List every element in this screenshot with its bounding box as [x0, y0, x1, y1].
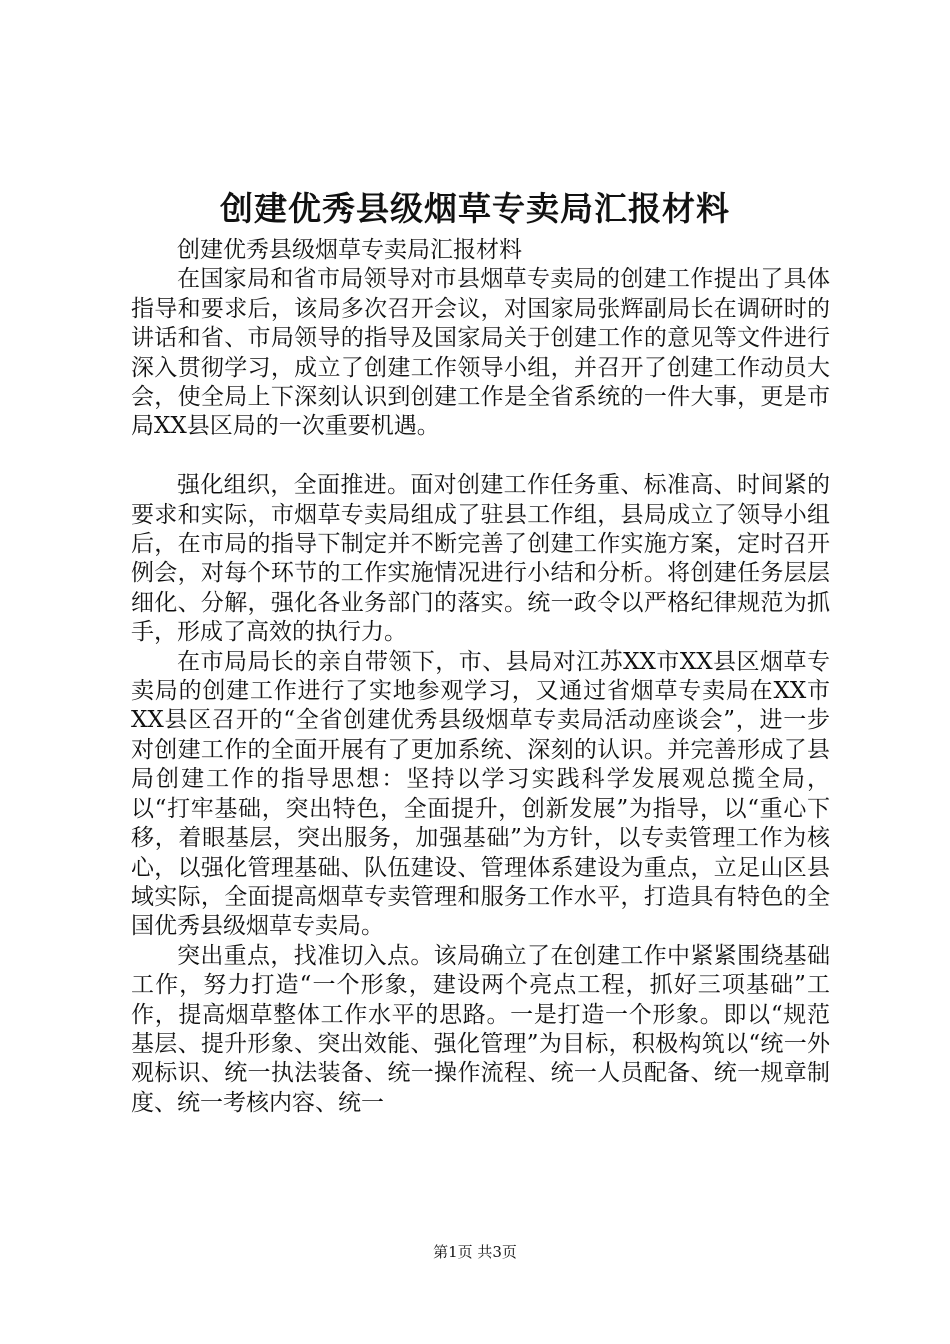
paragraph-study-visit: 在市局局长的亲自带领下，市、县局对江苏XX市XX县区烟草专卖局的创建工作进行了实地参观学习，又通过省烟草专卖局在XX市XX县区召开的“全省创建优秀县级烟草专卖局活动座谈会”，进一步对创建工作的全面开展有了更加系统、深刻的认识。并完善形成了县局创建工作的指导思想：坚持以学习实践科学发展观总揽全局，以“打牢基础，突出特色，全面提升，创新发展”为指导，以“重心下移，着眼基层，突出服务，加强基础”为方针，以专卖管理工作为核心，以强化管理基础、队伍建设、管理体系建设为重点，立足山区县域实际，全面提高烟草专卖管理和服务工作水平，打造具有特色的全国优秀县级烟草专卖局。 [131, 648, 830, 940]
paragraph-organization: 强化组织，全面推进。面对创建工作任务重、标准高、时间紧的要求和实际，市烟草专卖局组成了驻县工作组，县局成立了领导小组后，在市局的指导下制定并不断完善了创建工作实施方案，定时召开例会，对每个环节的工作实施情况进行小结和分析。将创建任务层层细化、分解，强化各业务部门的落实。统一政令以严格纪律规范为抓手，形成了高效的执行力。 [131, 472, 830, 646]
document-subtitle: 创建优秀县级烟草专卖局汇报材料 [177, 237, 522, 263]
paragraph-intro: 在国家局和省市局领导对市县烟草专卖局的创建工作提出了具体指导和要求后，该局多次召开会议，对国家局张辉副局长在调研时的讲话和省、市局领导的指导及国家局关于创建工作的意见等文件进行深入贯彻学习，成立了创建工作领导小组，并召开了创建工作动员大会，使全局上下深刻认识到创建工作是全省系统的一件大事，更是市局XX县区局的一次重要机遇。 [131, 266, 830, 440]
document-title: 创建优秀县级烟草专卖局汇报材料 [220, 189, 730, 228]
document-body [131, 236, 830, 1118]
page-footer: 第1页 共3页 [433, 1243, 517, 1261]
paragraph-spacer [131, 442, 830, 471]
paragraph-key-points: 突出重点，找准切入点。该局确立了在创建工作中紧紧围绕基础工作，努力打造“一个形象，建设两个亮点工程，抓好三项基础”工作，提高烟草整体工作水平的思路。一是打造一个形象。即以“规范基层、提升形象、突出效能、强化管理”为目标，积极构筑以“统一外观标识、统一执法装备、统一操作流程、统一人员配备、统一规章制度、统一考核内容、统一 [131, 942, 830, 1116]
